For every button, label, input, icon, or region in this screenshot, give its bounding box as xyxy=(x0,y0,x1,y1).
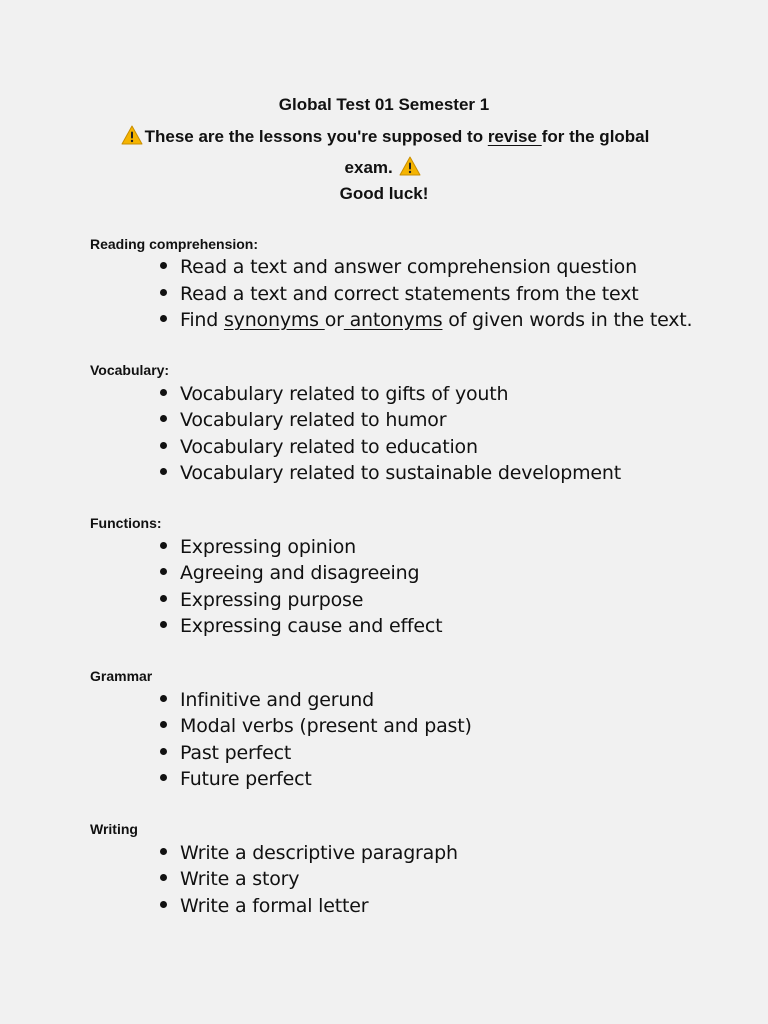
section-title-writing: Writing xyxy=(90,821,138,837)
list-item: Future perfect xyxy=(160,767,312,791)
warning-icon xyxy=(121,125,143,145)
bullet-icon xyxy=(160,748,167,755)
bullet-icon xyxy=(160,621,167,628)
underlined-synonyms: synonyms xyxy=(223,309,325,331)
notice-line-2 xyxy=(0,156,768,179)
notice-text-a: These are the lessons you're supposed to xyxy=(144,127,488,146)
list-item: Modal verbs (present and past) xyxy=(160,714,472,738)
warning-icon xyxy=(399,156,421,176)
bullet-icon xyxy=(160,695,167,702)
list-item: Vocabulary related to gifts of youth xyxy=(160,382,508,406)
list-item: Expressing purpose xyxy=(160,588,363,612)
bullet-icon xyxy=(160,901,167,908)
bullet-icon xyxy=(160,848,167,855)
bullet-icon xyxy=(160,874,167,881)
bullet-icon xyxy=(160,468,167,475)
bullet-icon xyxy=(160,774,167,781)
list-item: Write a descriptive paragraph xyxy=(160,841,458,865)
notice-text-b: for the global xyxy=(541,127,650,146)
list-item: Vocabulary related to humor xyxy=(160,408,446,432)
list-item: Past perfect xyxy=(160,741,291,765)
underlined-antonyms: antonyms xyxy=(343,309,443,331)
list-item: Read a text and correct statements from the text xyxy=(160,282,639,306)
bullet-icon xyxy=(160,595,167,602)
bullet-icon xyxy=(160,262,167,269)
bullet-icon xyxy=(160,721,167,728)
list-item: Vocabulary related to sustainable development xyxy=(160,461,621,485)
bullet-icon xyxy=(160,289,167,296)
page-title: Global Test 01 Semester 1 xyxy=(278,95,490,114)
list-item: Expressing opinion xyxy=(160,535,356,559)
list-item: Expressing cause and effect xyxy=(160,614,442,638)
list-item: Find synonyms or antonyms of given words in the text. xyxy=(160,308,692,332)
section-title-grammar: Grammar xyxy=(90,668,153,684)
list-item: Infinitive and gerund xyxy=(160,688,374,712)
bullet-icon xyxy=(160,568,167,575)
section-title-functions: Functions: xyxy=(90,515,162,531)
section-title-reading: Reading comprehension: xyxy=(90,236,259,252)
section-title-vocabulary: Vocabulary: xyxy=(90,362,170,378)
list-item: Write a formal letter xyxy=(160,894,368,918)
notice-text-c: exam. xyxy=(344,158,393,177)
list-item: Agreeing and disagreeing xyxy=(160,561,419,585)
bullet-icon xyxy=(160,415,167,422)
list-item: Vocabulary related to education xyxy=(160,435,478,459)
notice-underlined-revise: revise xyxy=(487,127,542,146)
bullet-icon xyxy=(160,315,167,322)
good-luck-text: Good luck! xyxy=(339,184,429,203)
list-item: Read a text and answer comprehension question xyxy=(160,255,637,279)
bullet-icon xyxy=(160,442,167,449)
notice-line-1 xyxy=(0,125,768,148)
bullet-icon xyxy=(160,542,167,549)
bullet-icon xyxy=(160,389,167,396)
list-item: Write a story xyxy=(160,867,299,891)
